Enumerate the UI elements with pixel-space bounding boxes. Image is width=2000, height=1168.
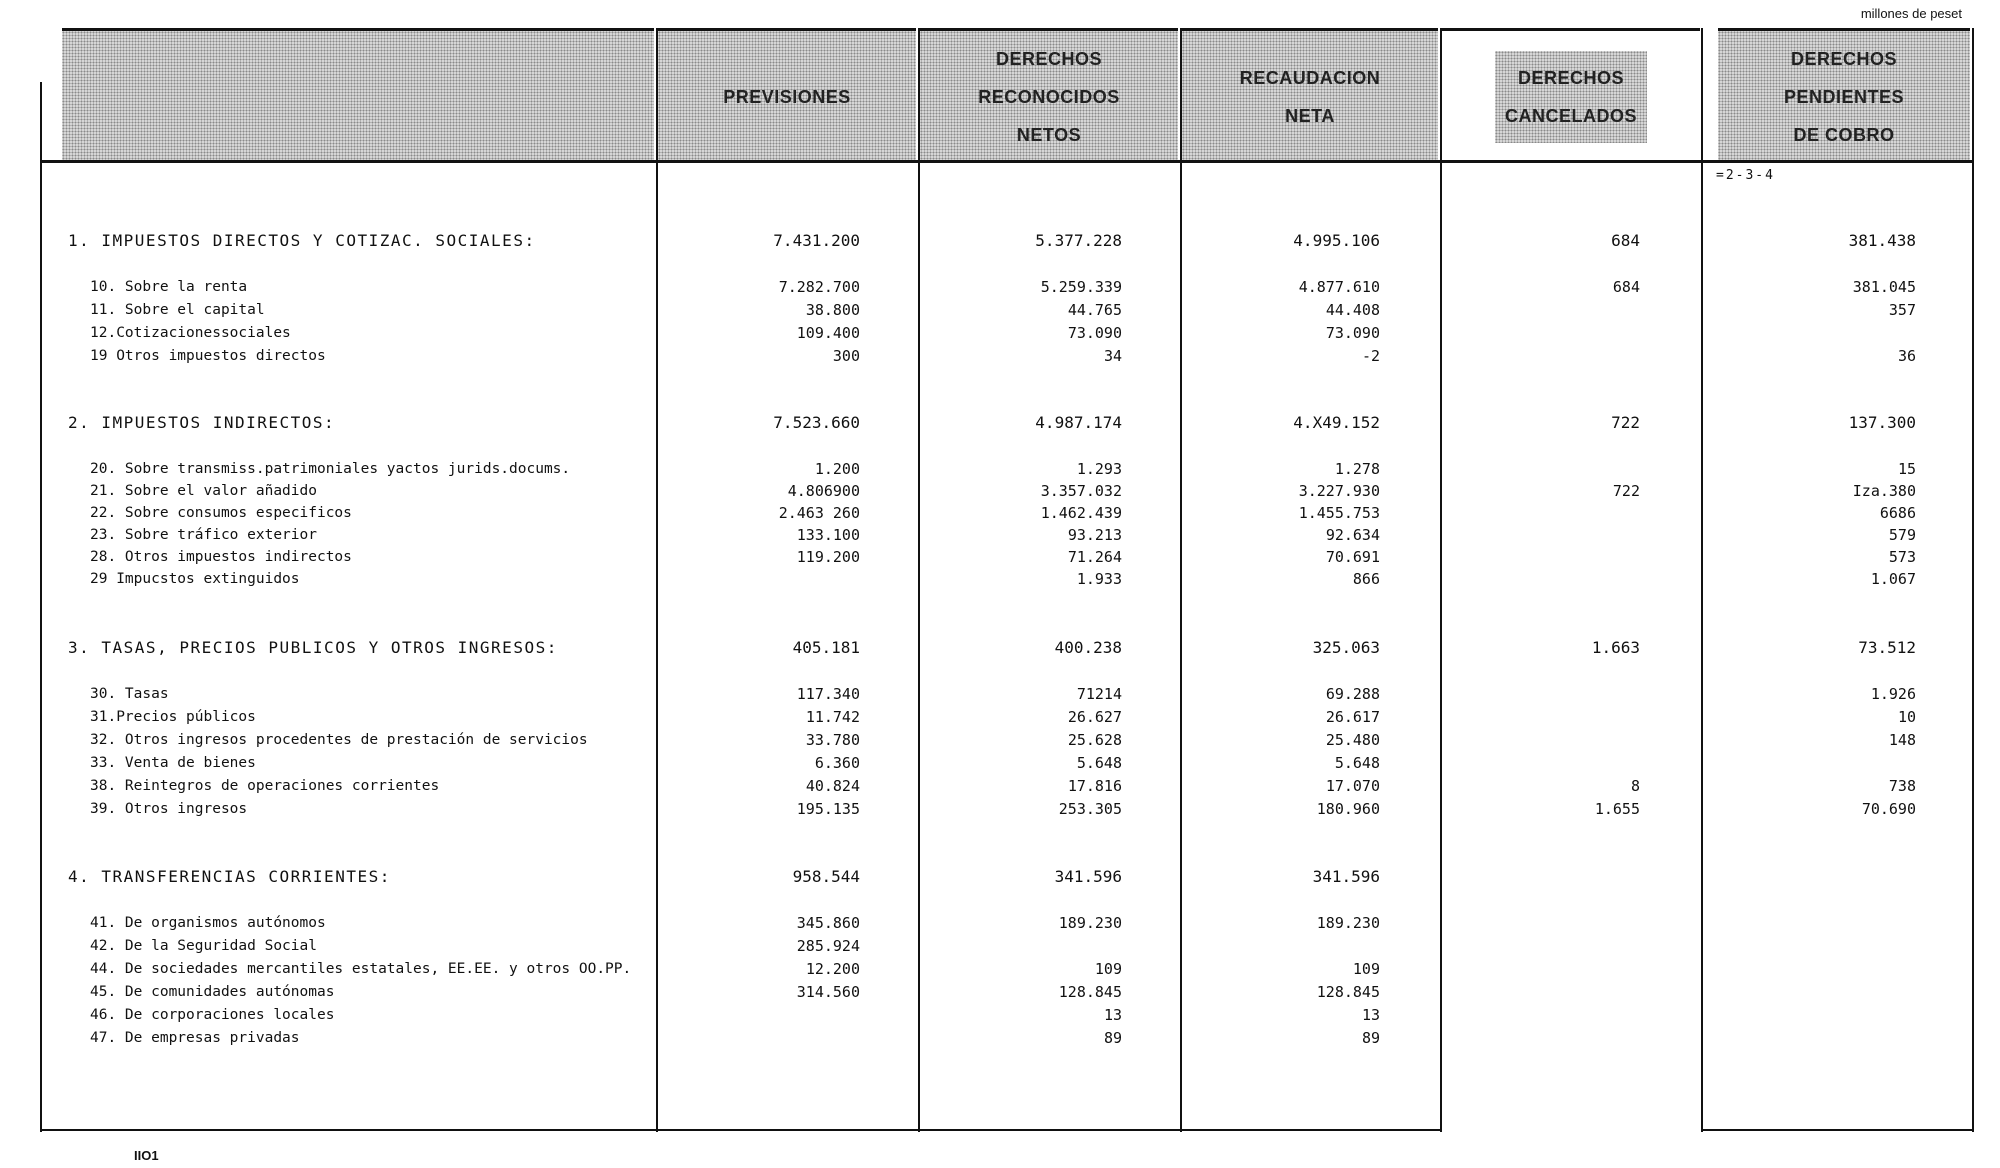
header-label: PREVISIONES	[723, 87, 851, 107]
cell-recaudacion: 26.617	[1325, 708, 1380, 726]
table-row	[0, 958, 2000, 980]
table-row	[0, 1004, 2000, 1026]
cell-cancelados: 684	[1612, 278, 1640, 296]
row-label: 33. Venta de bienes	[90, 755, 256, 771]
table-row	[0, 729, 2000, 751]
table-row	[0, 345, 2000, 367]
table-row	[0, 637, 2000, 659]
table-row	[0, 276, 2000, 298]
cell-previsiones: 4.806900	[787, 482, 860, 500]
row-label: 38. Reintegros de operaciones corrientes	[90, 778, 440, 794]
cell-cancelados: 722	[1612, 482, 1640, 500]
cell-cancelados: 1.663	[1591, 638, 1640, 657]
cell-pendientes: 36	[1897, 347, 1916, 365]
cell-previsiones: 33.780	[805, 731, 860, 749]
cell-pendientes: 148	[1888, 731, 1916, 749]
cell-pendientes: 10	[1897, 708, 1916, 726]
cell-reconocidos: 73.090	[1067, 324, 1122, 342]
row-label: 10. Sobre la renta	[90, 279, 248, 295]
row-label: 23. Sobre tráfico exterior	[90, 527, 317, 543]
cell-reconocidos: 89	[1103, 1029, 1122, 1047]
row-label: 11. Sobre el capital	[90, 302, 265, 318]
table-row	[0, 866, 2000, 888]
cell-previsiones: 285.924	[796, 937, 860, 955]
cell-reconocidos: 400.238	[1054, 638, 1122, 657]
cell-pendientes: 357	[1888, 301, 1916, 319]
cell-previsiones: 958.544	[792, 867, 860, 886]
cell-reconocidos: 128.845	[1058, 983, 1122, 1001]
row-label: 1. IMPUESTOS DIRECTOS Y COTIZAC. SOCIALES:	[68, 231, 536, 250]
cell-recaudacion: 866	[1352, 570, 1380, 588]
cell-reconocidos: 44.765	[1067, 301, 1122, 319]
cell-recaudacion: 44.408	[1325, 301, 1380, 319]
cell-pendientes: 381.045	[1852, 278, 1916, 296]
cell-pendientes: 137.300	[1848, 413, 1916, 432]
cell-reconocidos: 25.628	[1067, 731, 1122, 749]
cell-recaudacion: 70.691	[1325, 548, 1380, 566]
table-row	[0, 798, 2000, 820]
cell-pendientes: 579	[1888, 526, 1916, 544]
cell-recaudacion: 13	[1361, 1006, 1380, 1024]
cell-recaudacion: 5.648	[1334, 754, 1380, 772]
header-label: DERECHOS PENDIENTES DE COBRO	[1783, 49, 1905, 145]
cell-reconocidos: 1.933	[1076, 570, 1122, 588]
row-label: 3. TASAS, PRECIOS PUBLICOS Y OTROS INGRESOS:	[68, 638, 558, 657]
cell-previsiones: 109.400	[796, 324, 860, 342]
cell-recaudacion: 189.230	[1316, 914, 1380, 932]
cell-pendientes: 73.512	[1858, 638, 1916, 657]
row-label: 44. De sociedades mercantiles estatales, EE.EE. y otros OO.PP.	[90, 961, 632, 977]
bottom-rule	[40, 1129, 1440, 1131]
row-label: 31.Precios públicos	[90, 709, 256, 725]
cell-previsiones: 38.800	[805, 301, 860, 319]
cell-reconocidos: 1.293	[1076, 460, 1122, 478]
cell-recaudacion: 17.070	[1325, 777, 1380, 795]
row-label: 46. De corporaciones locales	[90, 1007, 335, 1023]
cell-previsiones: 7.523.660	[773, 413, 860, 432]
cell-reconocidos: 34	[1103, 347, 1122, 365]
cell-reconocidos: 5.648	[1076, 754, 1122, 772]
cell-reconocidos: 5.377.228	[1035, 231, 1122, 250]
cell-reconocidos: 341.596	[1054, 867, 1122, 886]
row-label: 41. De organismos autónomos	[90, 915, 326, 931]
cell-pendientes: Iza.380	[1852, 482, 1916, 500]
row-label: 19 Otros impuestos directos	[90, 348, 326, 364]
cell-previsiones: 1.200	[814, 460, 860, 478]
cell-reconocidos: 109	[1094, 960, 1122, 978]
cell-recaudacion: 69.288	[1325, 685, 1380, 703]
cell-pendientes: 1.926	[1870, 685, 1916, 703]
cell-reconocidos: 253.305	[1058, 800, 1122, 818]
table-row	[0, 230, 2000, 252]
cell-previsiones: 195.135	[796, 800, 860, 818]
cell-previsiones: 2.463 260	[778, 504, 860, 522]
cell-previsiones: 40.824	[805, 777, 860, 795]
cell-recaudacion: 1.455.753	[1298, 504, 1380, 522]
cell-recaudacion: 1.278	[1334, 460, 1380, 478]
table-row	[0, 480, 2000, 502]
row-label: 2. IMPUESTOS INDIRECTOS:	[68, 413, 336, 432]
cell-recaudacion: 109	[1352, 960, 1380, 978]
table-row	[0, 412, 2000, 434]
header-label: DERECHOS RECONOCIDOS NETOS	[978, 49, 1120, 145]
cell-reconocidos: 13	[1103, 1006, 1122, 1024]
cell-recaudacion: 89	[1361, 1029, 1380, 1047]
cell-recaudacion: 325.063	[1312, 638, 1380, 657]
cell-cancelados: 8	[1630, 777, 1640, 795]
cell-recaudacion: -2	[1361, 347, 1380, 365]
cell-previsiones: 300	[832, 347, 860, 365]
cell-recaudacion: 3.227.930	[1298, 482, 1380, 500]
cell-reconocidos: 3.357.032	[1040, 482, 1122, 500]
row-label: 42. De la Seguridad Social	[90, 938, 317, 954]
table-row	[0, 524, 2000, 546]
cell-pendientes: 70.690	[1861, 800, 1916, 818]
row-label: 32. Otros ingresos procedentes de prestación de servicios	[90, 732, 588, 748]
cell-recaudacion: 4.995.106	[1293, 231, 1380, 250]
cell-pendientes: 573	[1888, 548, 1916, 566]
cell-reconocidos: 93.213	[1067, 526, 1122, 544]
row-label: 20. Sobre transmiss.patrimoniales yactos jurids.docums.	[90, 461, 571, 477]
cell-previsiones: 405.181	[792, 638, 860, 657]
cell-pendientes: 738	[1888, 777, 1916, 795]
header-label: RECAUDACION NETA	[1239, 68, 1381, 126]
table-row	[0, 775, 2000, 797]
row-label: 12.Cotizacionessociales	[90, 325, 291, 341]
cell-previsiones: 117.340	[796, 685, 860, 703]
table-row	[0, 502, 2000, 524]
cell-reconocidos: 1.462.439	[1040, 504, 1122, 522]
row-label: 28. Otros impuestos indirectos	[90, 549, 352, 565]
formula-note: =2-3-4	[1716, 168, 1775, 183]
cell-recaudacion: 92.634	[1325, 526, 1380, 544]
cell-previsiones: 7.282.700	[778, 278, 860, 296]
cell-previsiones: 119.200	[796, 548, 860, 566]
cell-cancelados: 1.655	[1594, 800, 1640, 818]
row-label: 4. TRANSFERENCIAS CORRIENTES:	[68, 867, 391, 886]
table-row	[0, 458, 2000, 480]
cell-pendientes: 6686	[1879, 504, 1916, 522]
cell-pendientes: 381.438	[1848, 231, 1916, 250]
cell-reconocidos: 26.627	[1067, 708, 1122, 726]
row-label: 39. Otros ingresos	[90, 801, 248, 817]
table-row	[0, 706, 2000, 728]
row-label: 30. Tasas	[90, 686, 169, 702]
cell-recaudacion: 341.596	[1312, 867, 1380, 886]
cell-reconocidos: 189.230	[1058, 914, 1122, 932]
cell-reconocidos: 17.816	[1067, 777, 1122, 795]
header-label: DERECHOS CANCELADOS	[1495, 51, 1647, 143]
row-label: 21. Sobre el valor añadido	[90, 483, 317, 499]
unit-note: millones de peset	[1860, 6, 1962, 21]
cell-reconocidos: 71214	[1076, 685, 1122, 703]
table-row	[0, 981, 2000, 1003]
cell-recaudacion: 180.960	[1316, 800, 1380, 818]
cell-recaudacion: 4.X49.152	[1293, 413, 1380, 432]
cell-cancelados: 722	[1611, 413, 1640, 432]
cell-reconocidos: 71.264	[1067, 548, 1122, 566]
cell-previsiones: 133.100	[796, 526, 860, 544]
table-row	[0, 546, 2000, 568]
cell-previsiones: 11.742	[805, 708, 860, 726]
cell-recaudacion: 128.845	[1316, 983, 1380, 1001]
table-row	[0, 322, 2000, 344]
table-row	[0, 935, 2000, 957]
bottom-rule	[1701, 1129, 1974, 1131]
cell-recaudacion: 25.480	[1325, 731, 1380, 749]
cell-previsiones: 12.200	[805, 960, 860, 978]
table-row	[0, 683, 2000, 705]
table-row	[0, 568, 2000, 590]
cell-previsiones: 6.360	[814, 754, 860, 772]
cell-recaudacion: 4.877.610	[1298, 278, 1380, 296]
cell-previsiones: 7.431.200	[773, 231, 860, 250]
row-label: 45. De comunidades autónomas	[90, 984, 335, 1000]
row-label: 29 Impucstos extinguidos	[90, 571, 300, 587]
table-row	[0, 912, 2000, 934]
cell-previsiones: 314.560	[796, 983, 860, 1001]
cell-pendientes: 15	[1897, 460, 1916, 478]
table-row	[0, 1027, 2000, 1049]
cell-previsiones: 345.860	[796, 914, 860, 932]
cell-pendientes: 1.067	[1870, 570, 1916, 588]
page-number: IIO1	[134, 1148, 159, 1163]
table-row	[0, 752, 2000, 774]
row-label: 22. Sobre consumos especificos	[90, 505, 352, 521]
cell-reconocidos: 5.259.339	[1040, 278, 1122, 296]
cell-cancelados: 684	[1611, 231, 1640, 250]
cell-reconocidos: 4.987.174	[1035, 413, 1122, 432]
row-label: 47. De empresas privadas	[90, 1030, 300, 1046]
table-row	[0, 299, 2000, 321]
cell-recaudacion: 73.090	[1325, 324, 1380, 342]
